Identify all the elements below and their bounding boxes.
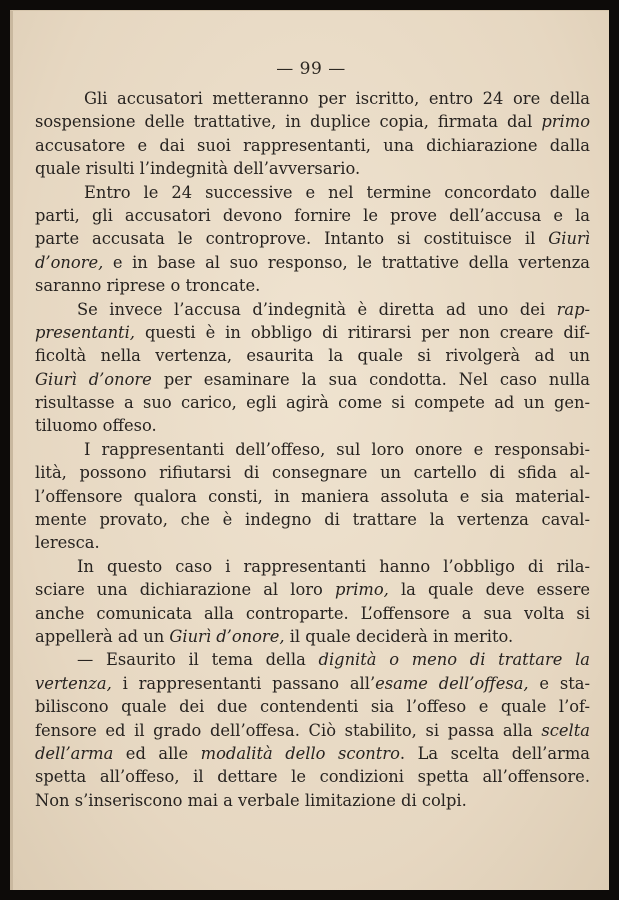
text-run: parti, gli accusatori devono fornire le prove dell’accusa e la [35, 205, 590, 225]
text-run: Gli accusatori metteranno per iscritto, entro 24 ore della [84, 89, 590, 108]
text-run-italic: Giurì d’onore, [169, 626, 285, 646]
text-run: sciare una dichiarazione al loro [35, 580, 335, 600]
text-run: i rappresentanti passano all’ [111, 673, 376, 693]
text-line [35, 344, 590, 367]
text-run: leresca. [35, 533, 100, 553]
text-run-italic: rap- [556, 299, 590, 319]
text-line [35, 719, 590, 742]
book-page [10, 10, 609, 890]
text-line [35, 461, 590, 484]
body-text [35, 87, 590, 812]
text-line [35, 134, 590, 157]
text-line [35, 321, 590, 344]
text-run: lità, possono rifiutarsi di consegnare un cartello di sfida al- [35, 463, 590, 483]
text-run: Non s’inseriscono mai a verbale limitazione di colpi. [35, 790, 467, 810]
text-run-italic: dignità o meno di trattare la [318, 650, 591, 670]
text-run-italic: presentanti, [35, 322, 135, 342]
text-run: quale risulti l’indegnità dell’avversario. [35, 159, 361, 179]
text-line [35, 204, 590, 227]
text-run: Entro le 24 successive e nel termine concordato dalle [84, 182, 590, 202]
text-run: saranno riprese o troncate. [35, 276, 261, 296]
text-run: spetta all’offeso, il dettare le condizioni spetta all’offensore. [35, 767, 590, 787]
text-line [35, 438, 590, 461]
text-run: mente provato, che è indegno di trattare la vertenza caval- [35, 510, 590, 530]
text-line [35, 157, 590, 180]
text-run-italic: modalità dello scontro [200, 743, 400, 763]
text-run: e in base al suo responso, le trattative della vertenza [103, 252, 590, 272]
text-run: sospensione delle trattative, in duplice copia, firmata dal [35, 112, 542, 132]
text-run: per esaminare la sua condotta. Nel caso nulla [151, 369, 590, 389]
text-line [35, 485, 590, 508]
text-run: il quale deciderà in merito. [284, 626, 514, 646]
text-run-italic: primo [541, 112, 590, 132]
text-line [35, 227, 590, 250]
text-run: . La scelta dell’arma [399, 743, 590, 763]
text-line [35, 578, 590, 601]
text-line [35, 695, 590, 718]
text-line [35, 274, 590, 297]
text-line [35, 298, 590, 321]
text-line [35, 87, 590, 110]
text-line [35, 181, 590, 204]
text-run-italic: scelta [541, 720, 590, 740]
text-run: questi è in obbligo di ritirarsi per non creare dif- [134, 322, 590, 342]
text-run: anche comunicata alla controparte. L’offensore a sua volta si [35, 603, 590, 623]
text-line [35, 368, 590, 391]
text-run: risultasse a suo carico, egli agirà come si compete ad un gen- [35, 393, 590, 413]
text-run: — Esaurito il tema della [77, 650, 319, 670]
text-line [35, 508, 590, 531]
text-run: accusatore e dai suoi rappresentanti, una dichiarazione dalla [35, 135, 590, 155]
text-line [35, 789, 590, 812]
text-line [35, 555, 590, 578]
text-line [35, 531, 590, 554]
text-line [35, 414, 590, 437]
text-run: ficoltà nella vertenza, esaurita la quale si rivolgerà ad un [35, 346, 590, 366]
text-run: e sta- [528, 673, 590, 693]
text-line [35, 251, 590, 274]
text-run: biliscono quale dei due contendenti sia l’offeso e quale l’of- [35, 697, 590, 717]
text-line [35, 391, 590, 414]
text-run: l’offensore qualora consti, in maniera assoluta e sia material- [35, 486, 590, 506]
text-run: Se invece l’accusa d’indegnità è diretta ad uno dei [77, 299, 557, 319]
text-run-italic: primo, [334, 580, 389, 600]
text-line [35, 672, 590, 695]
text-line [35, 742, 590, 765]
text-run: In questo caso i rappresentanti hanno l’obbligo di rila- [77, 556, 590, 576]
text-line [35, 648, 590, 671]
text-run: la quale deve essere [388, 580, 590, 600]
text-line [35, 602, 590, 625]
text-run-italic: dell’arma [35, 743, 114, 763]
page-number: — 99 — [276, 59, 346, 79]
text-run: parte accusata le controprove. Intanto si costituisce il [35, 229, 549, 249]
text-run-italic: d’onore, [35, 252, 104, 272]
text-run: appellerà ad un [35, 626, 170, 646]
text-line [35, 110, 590, 133]
text-line [35, 625, 590, 648]
text-run: fensore ed il grado dell’offesa. Ciò stabilito, si passa alla [35, 720, 542, 740]
text-run: tiluomo offeso. [35, 416, 157, 436]
text-run-italic: esame dell’offesa, [375, 673, 529, 693]
text-run-italic: Giurì d’onore [35, 369, 152, 389]
text-line [35, 765, 590, 788]
text-run: ed alle [113, 743, 201, 763]
text-run-italic: vertenza, [35, 673, 112, 693]
text-run-italic: Giurì [548, 229, 590, 249]
text-run: I rappresentanti dell’offeso, sul loro onore e responsabi- [84, 439, 590, 459]
